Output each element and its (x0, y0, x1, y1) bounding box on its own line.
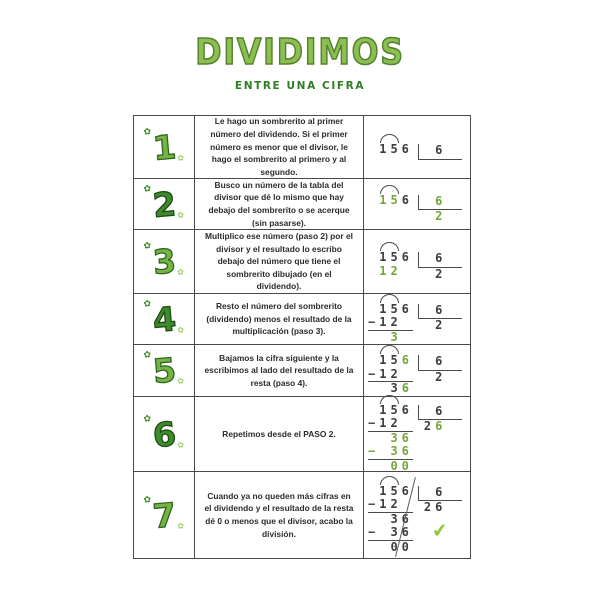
step-division-cell (363, 229, 470, 293)
digit: 2 (423, 369, 447, 384)
quotient-line (418, 501, 462, 515)
quotient-line (418, 319, 462, 333)
quotient-line (418, 268, 462, 282)
divisor-quotient-column (418, 355, 462, 384)
quotient-line (418, 420, 462, 434)
step-instruction-cell (194, 396, 363, 471)
division-diagram (368, 395, 462, 474)
subtraction-line (368, 316, 413, 331)
step-number: ✿ 4 ✿ (151, 302, 177, 337)
step-instruction-cell (194, 344, 363, 396)
digit (424, 209, 435, 223)
worksheet-header (0, 32, 600, 92)
step-number-cell (134, 116, 194, 178)
division-diagram (368, 294, 462, 345)
step-instruction-cell (194, 293, 363, 344)
subtraction-line (368, 417, 413, 432)
step-division-cell (363, 116, 470, 178)
division-work-column (368, 395, 413, 474)
step-division-cell (363, 293, 470, 344)
step-number-cell (134, 396, 194, 471)
divisor-box (418, 405, 462, 421)
digit: 6 (423, 354, 447, 369)
digit-highlight: 36 (390, 430, 413, 445)
subtraction-line (368, 445, 413, 460)
division-diagram (368, 345, 462, 396)
digit-highlight: 6 (435, 193, 447, 208)
step-instruction: Multiplico ese número (paso 2) por el divisor y el resultado lo escribo debajo del número que tiene el sombrerito dibujado (en el dividendo). (205, 230, 353, 292)
division-work-column (368, 242, 413, 278)
digit: 26 (423, 500, 447, 515)
subtraction-line (368, 368, 413, 383)
division-work-column (368, 134, 413, 157)
digit: 156 (368, 301, 413, 316)
digit: 6 (423, 143, 447, 158)
quotient-line (418, 210, 462, 224)
digit: −12 (368, 366, 413, 381)
step-instruction-cell (194, 471, 363, 558)
digit (368, 264, 379, 278)
divisor-quotient-column (418, 304, 462, 333)
digit: 15 (368, 353, 402, 368)
step-number: ✿ 3 ✿ (151, 244, 177, 279)
step-instruction: Resto el número del sombrerito (dividendo) menos el resultado de la multiplicación (paso 3). (206, 301, 352, 337)
division-line (368, 303, 413, 317)
division-line (368, 331, 413, 345)
step-division-cell (363, 471, 470, 558)
digit-highlight: 15 (379, 192, 402, 207)
digit: 2 (423, 419, 436, 434)
divisor-quotient-column (418, 195, 462, 224)
digit-highlight: 6 (401, 381, 413, 396)
divisor-quotient-column (418, 144, 462, 160)
division-diagram (368, 185, 462, 224)
step-division-cell (363, 344, 470, 396)
step-instruction-cell (194, 229, 363, 293)
divisor-box (418, 486, 462, 502)
step-instruction-cell (194, 116, 363, 178)
step-number-cell (134, 178, 194, 229)
digit: 2 (423, 318, 447, 333)
digit: −12 (368, 315, 413, 330)
page-subtitle: ENTRE UNA CIFRA (234, 80, 366, 92)
digit: −12 (368, 497, 413, 512)
digit: −12 (368, 416, 413, 431)
digit-highlight: 6 (401, 353, 413, 368)
step-instruction: Le hago un sombrerito al primer número del dividendo. Si el primer número es menor que el divisor, le hago el sombrerito al primero y al segundo. (210, 116, 348, 177)
step-number: ✿ 5 ✿ (151, 353, 177, 388)
digit: 156 (368, 402, 413, 417)
digit-highlight: 3 (390, 329, 402, 344)
digit: 36 (368, 511, 413, 526)
divisor-box (418, 304, 462, 320)
division-line (368, 460, 413, 474)
division-line (368, 541, 413, 555)
digit-highlight: 2 (435, 209, 447, 223)
digit: 00 (368, 539, 413, 554)
digit (368, 330, 390, 344)
division-diagram (368, 134, 462, 160)
step-number: ✿ 6 ✿ (151, 417, 177, 452)
digit: 6 (423, 403, 447, 418)
step-division-cell (363, 396, 470, 471)
division-work-column (368, 294, 413, 345)
digit: 6 (423, 251, 447, 265)
digit: 156 (368, 142, 413, 157)
step-instruction-cell (194, 178, 363, 229)
steps-table (133, 115, 471, 559)
quotient-line (418, 371, 462, 385)
divisor-box (418, 252, 462, 268)
division-line (368, 404, 413, 418)
digit (368, 193, 379, 207)
division-work-column (368, 185, 413, 208)
divisor-quotient-column (418, 486, 462, 542)
digit: 3 (368, 381, 402, 396)
division-line (368, 432, 413, 446)
digit: 156 (368, 250, 413, 264)
step-instruction: Cuando ya no queden más cifras en el dividendo y el resultado de la resta dé 0 o menos que el divisor, acabo la división. (204, 490, 354, 539)
digit (368, 431, 390, 445)
division-diagram (368, 476, 462, 555)
step-number-cell (134, 293, 194, 344)
subtraction-line (368, 526, 413, 541)
digit-highlight: 00 (390, 458, 413, 473)
digit (368, 459, 390, 473)
digit (424, 194, 435, 208)
check-icon: ✔ (430, 518, 449, 543)
step-number: ✿ 1 ✿ (151, 130, 177, 165)
step-number-cell (134, 471, 194, 558)
division-line (368, 251, 413, 265)
digit-highlight: − 36 (368, 444, 413, 459)
division-line (368, 143, 413, 157)
divisor-quotient-column (418, 405, 462, 434)
step-number: ✿ 2 ✿ (151, 187, 177, 222)
digit: 2 (423, 266, 447, 281)
page-title: DIVIDIMOS (195, 32, 405, 73)
digit-highlight: 12 (379, 263, 402, 278)
division-line (368, 194, 413, 208)
divisor-box (418, 144, 462, 160)
digit: 6 (423, 302, 447, 317)
division-line (368, 382, 413, 396)
divisor-quotient-column (418, 252, 462, 281)
digit: 156 (368, 483, 413, 498)
step-number-cell (134, 344, 194, 396)
step-instruction: Busco un número de la tabla del divisor que dé lo mismo que hay debajo del sombrerito o se acerque (sin pasarse). (208, 179, 350, 228)
division-line (368, 485, 413, 499)
division-line (368, 354, 413, 368)
division-work-column (368, 345, 413, 396)
divisor-box (418, 195, 462, 211)
digit: 6 (401, 192, 413, 207)
digit-highlight: 6 (435, 419, 447, 434)
step-instruction: Bajamos la cifra siguiente y la escribimos al lado del resultado de la resta (paso 4). (204, 352, 354, 388)
digit: 6 (423, 484, 447, 499)
divisor-box (418, 355, 462, 371)
step-division-cell (363, 178, 470, 229)
digit: − 36 (368, 525, 413, 540)
step-number: ✿ 7 ✿ (151, 498, 177, 533)
step-number-cell (134, 229, 194, 293)
division-line (368, 265, 413, 279)
division-diagram (368, 242, 462, 281)
step-instruction: Repetimos desde el PASO 2. (222, 428, 336, 439)
